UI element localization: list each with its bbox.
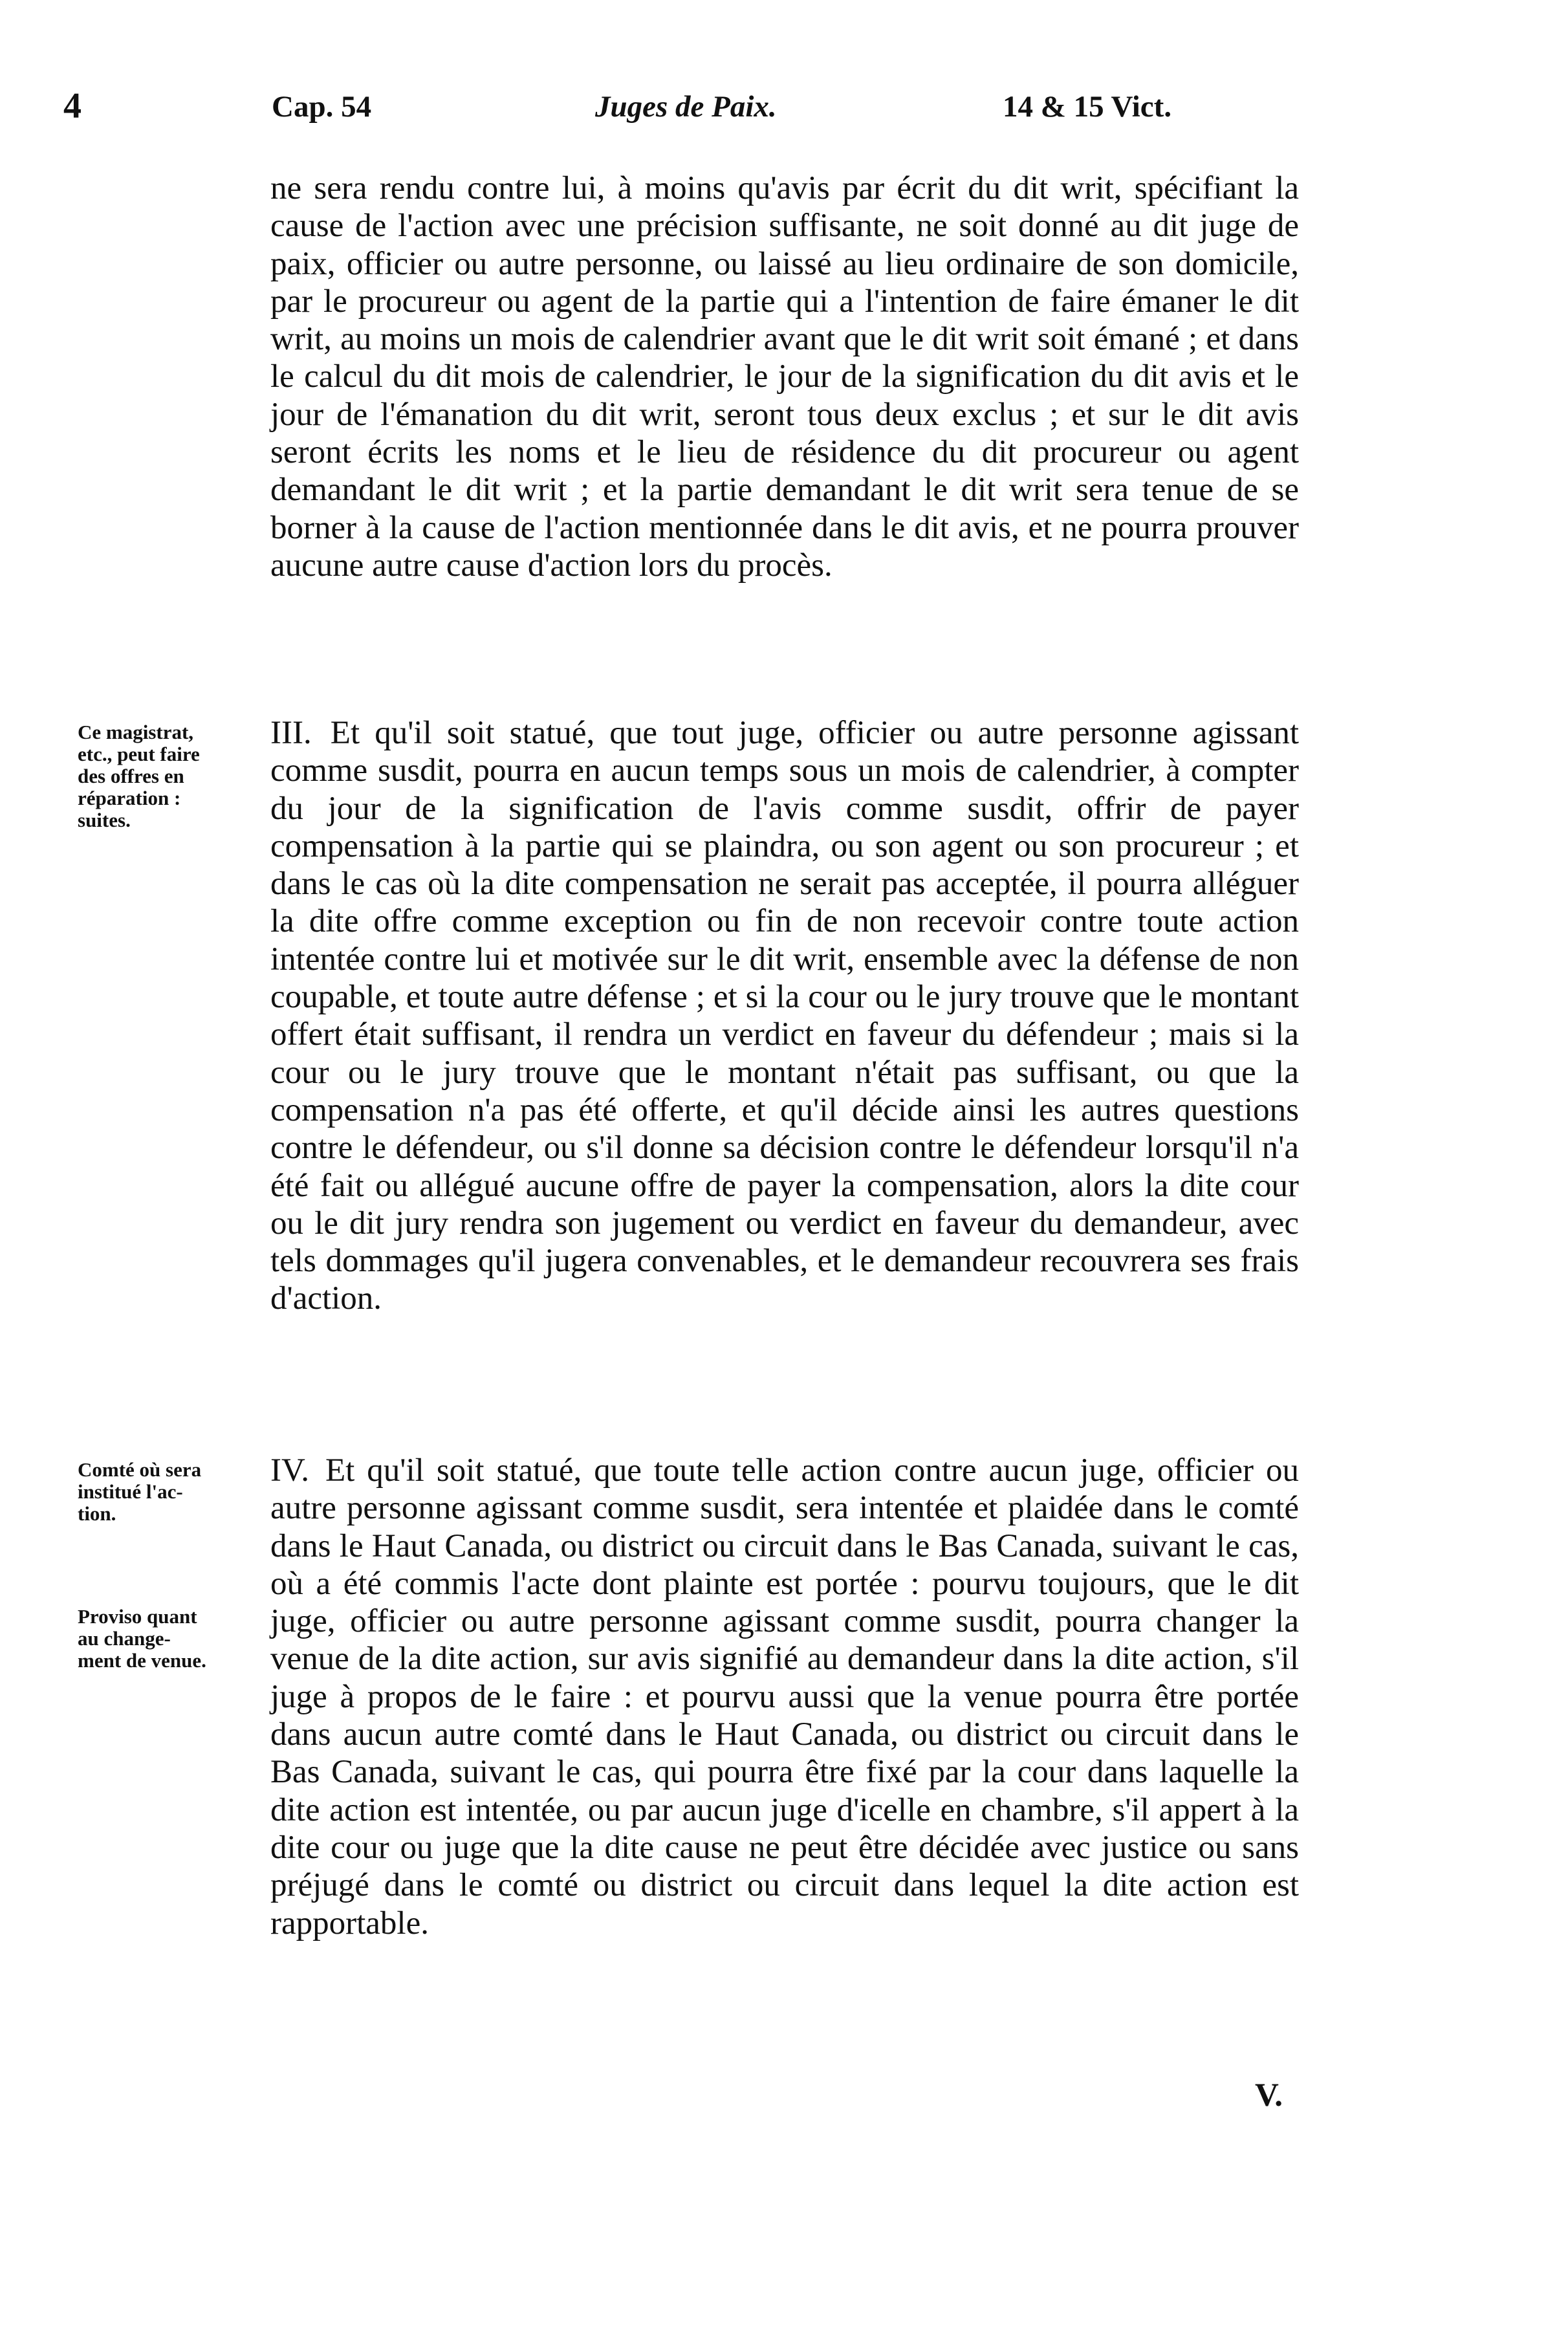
- section-text: Et qu'il soit statué, que toute telle action contre aucun juge, officier ou autre personne agissant comme susdit, sera intentée et plaidée dans le comté dans le Haut Canada, ou district ou circuit dans le Bas Canada, suivant le cas, où a été commis l'acte dont plainte est portée : pourvu toujours, que le dit juge, officier ou autre personne agissant comme susdit, pourra changer la venue de la dite action, sur avis signifié au demandeur dans la dite action, s'il juge à propos de le faire : et pourvu aussi que la venue pourra être portée dans aucun autre comté dans le Haut Canada, ou district ou circuit dans le Bas Canada, suivant le cas, qui pourra être fixé par la cour dans laquelle la dite action est intentée, ou par aucun juge d'icelle en chambre, s'il appert à la dite cour ou juge que la dite cause ne peut être décidée avec justice ou sans préjugé dans le comté ou district ou circuit dans lequel la dite action est rapportable.: [270, 1452, 1299, 1941]
- marginal-note-line: etc., peut faire: [78, 743, 200, 765]
- marginal-note-line: des offres en: [78, 765, 184, 787]
- marginal-note-line: Ce magistrat,: [78, 721, 194, 743]
- regnal-year: 14 & 15 Vict.: [1003, 90, 1172, 124]
- marginal-note-line: au change-: [78, 1627, 171, 1650]
- running-title: Juges de Paix.: [595, 90, 777, 124]
- marginal-note-line: suites.: [78, 809, 131, 831]
- marginal-note-proviso: [78, 1606, 272, 1672]
- section-number: IV.: [270, 1452, 309, 1489]
- page-number: 4: [63, 86, 82, 126]
- catchword: V.: [1255, 2077, 1283, 2114]
- marginal-note-line: tion.: [78, 1502, 116, 1525]
- marginal-note-line: ment de venue.: [78, 1649, 206, 1672]
- chapter-label: Cap. 54: [272, 90, 372, 124]
- marginal-note-line: Comté où sera: [78, 1458, 202, 1481]
- running-header: [58, 86, 1313, 141]
- intro-paragraph: ne sera rendu contre lui, à moins qu'avis par écrit du dit writ, spécifiant la cause de l'action avec une précision suffisante, ne soit donné au dit juge de paix, officier ou autre personne, ou laissé au lieu ordinaire de son domicile, par le procureur ou agent de la partie qui a l'intention de faire émaner le dit writ, au moins un mois de calendrier avant que le dit writ soit émané ; et dans le calcul du dit mois de calendrier, le jour de la signification du dit avis et le jour de l'émanation du dit writ, seront tous deux exclus ; et sur le dit avis seront écrits les noms et le lieu de résidence du dit procureur ou agent demandant le dit writ ; et la partie demandant le dit writ sera tenue de se borner à la cause de l'action mentionnée dans le dit avis, et ne pourra prouver aucune autre cause d'action lors du procès.: [270, 170, 1299, 584]
- marginal-note-line: Proviso quant: [78, 1605, 197, 1628]
- marginal-note-section-3: [78, 721, 272, 831]
- marginal-note-line: institué l'ac-: [78, 1480, 183, 1503]
- section-number: III.: [270, 715, 312, 751]
- marginal-note-section-4: [78, 1459, 272, 1525]
- section-3: [270, 714, 1299, 1318]
- marginal-note-line: réparation :: [78, 787, 181, 809]
- section-4: [270, 1452, 1299, 1942]
- section-text: Et qu'il soit statué, que tout juge, officier ou autre personne agissant comme susdit, pourra en aucun temps sous un mois de calendrier, à compter du jour de la signification de l'avis comme susdit, offrir de payer compensation à la partie qui se plaindra, ou son agent ou son procureur ; et dans le cas où la dite compensation ne serait pas acceptée, il pourra alléguer la dite offre comme exception ou fin de non recevoir contre toute action intentée contre lui et motivée sur le dit writ, ensemble avec la défense de non coupable, et toute autre défense ; et si la cour ou le jury trouve que le montant offert était suffisant, il rendra un verdict en faveur du défendeur ; mais si la cour ou le jury trouve que le montant n'était pas suffisant, ou que la compensation n'a pas été offerte, et qu'il décide ainsi les autres questions contre le défendeur, ou s'il donne sa décision contre le défendeur lorsqu'il n'a été fait ou allégué aucune offre de payer la compensation, alors la dite cour ou le dit jury rendra son jugement ou verdict en faveur du demandeur, avec tels dommages qu'il jugera convenables, et le demandeur recouvrera ses frais d'action.: [270, 715, 1300, 1317]
